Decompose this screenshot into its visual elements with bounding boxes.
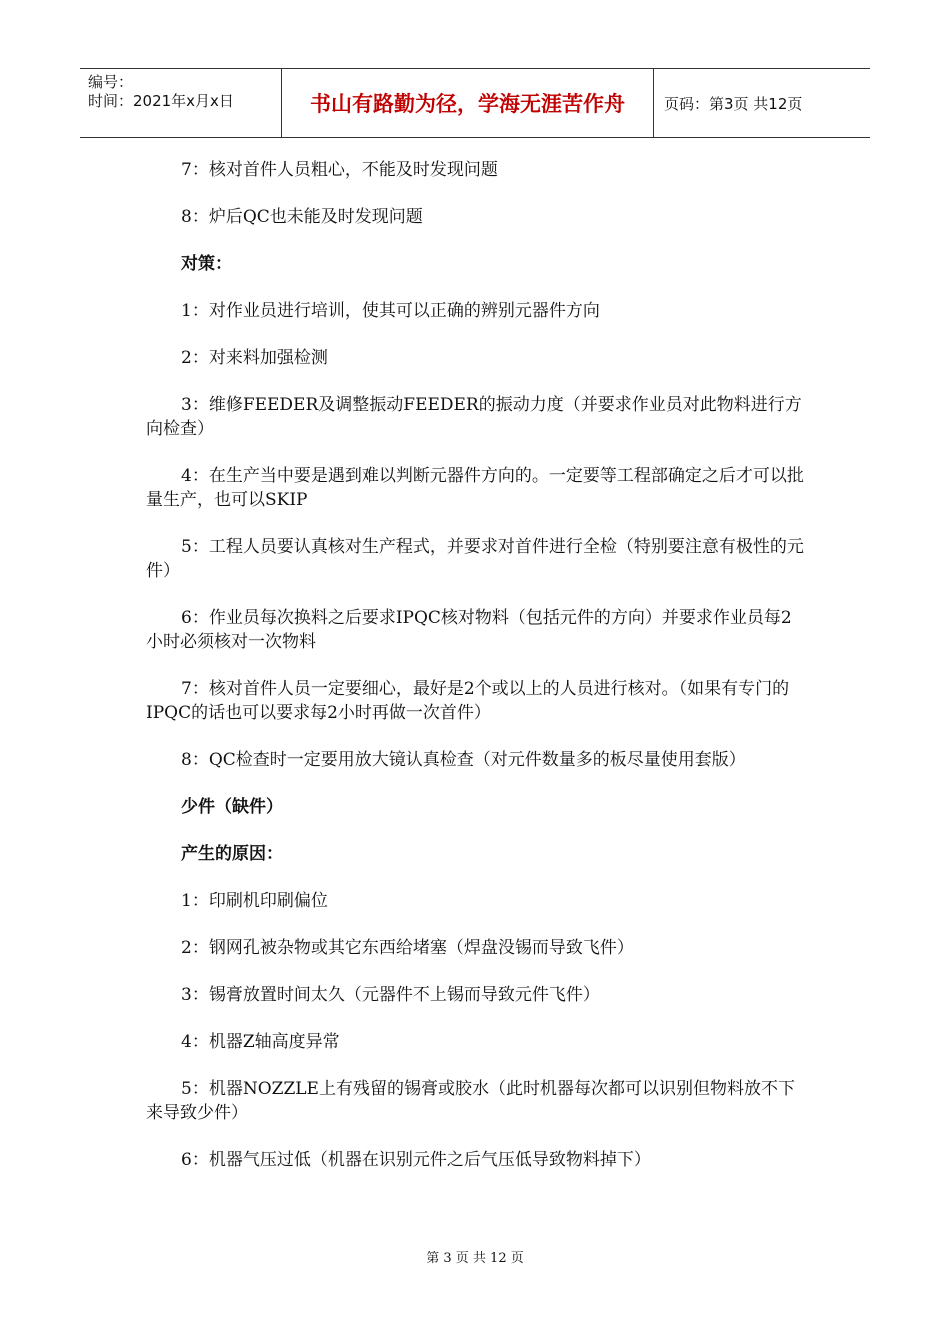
document-date-label: 时间：2021年x月x日	[88, 92, 234, 110]
header-info-cell	[80, 69, 282, 137]
paragraph: 4：在生产当中要是遇到难以判断元器件方向的。一定要等工程部确定之后才可以批量生产，也可以SKIP	[146, 466, 804, 510]
header-page-code: 页码：第3页 共12页	[664, 94, 803, 113]
page-header	[80, 68, 870, 138]
paragraph: 6：机器气压过低（机器在识别元件之后气压低导致物料掉下）	[181, 1150, 651, 1170]
document-body	[146, 158, 806, 1195]
paragraph: 3：维修FEEDER及调整振动FEEDER的振动力度（并要求作业员对此物料进行方向检查）	[146, 395, 802, 439]
paragraph: 5：工程人员要认真核对生产程式，并要求对首件进行全检（特别要注意有极性的元件）	[146, 537, 804, 581]
section-heading: 少件（缺件）	[181, 797, 283, 817]
page-footer: 第 3 页 共 12 页	[426, 1251, 524, 1266]
paragraph: 2：钢网孔被杂物或其它东西给堵塞（焊盘没锡而导致飞件）	[181, 938, 634, 958]
section-heading: 对策：	[181, 254, 232, 274]
section-heading: 产生的原因：	[181, 844, 283, 864]
paragraph: 5：机器NOZZLE上有残留的锡膏或胶水（此时机器每次都可以识别但物料放不下来导致少件）	[146, 1079, 795, 1123]
document-number-label: 编号：	[88, 73, 134, 91]
paragraph: 4：机器Z轴高度异常	[181, 1032, 340, 1052]
paragraph: 6：作业员每次换料之后要求IPQC核对物料（包括元件的方向）并要求作业员每2小时必须核对一次物料	[146, 608, 792, 652]
paragraph: 8：炉后QC也未能及时发现问题	[181, 207, 423, 227]
paragraph: 7：核对首件人员一定要细心，最好是2个或以上的人员进行核对。（如果有专门的IPQC的话也可以要求每2小时再做一次首件）	[146, 679, 790, 723]
paragraph: 1：印刷机印刷偏位	[181, 891, 328, 911]
paragraph: 3：锡膏放置时间太久（元器件不上锡而导致元件飞件）	[181, 985, 600, 1005]
header-motto: 书山有路勤为径，学海无涯苦作舟	[282, 69, 654, 137]
paragraph: 8：QC检查时一定要用放大镜认真检查（对元件数量多的板尽量使用套版）	[181, 750, 746, 770]
paragraph: 2：对来料加强检测	[181, 348, 328, 368]
paragraph: 1：对作业员进行培训，使其可以正确的辨别元器件方向	[181, 301, 600, 321]
paragraph: 7：核对首件人员粗心，不能及时发现问题	[181, 160, 498, 180]
